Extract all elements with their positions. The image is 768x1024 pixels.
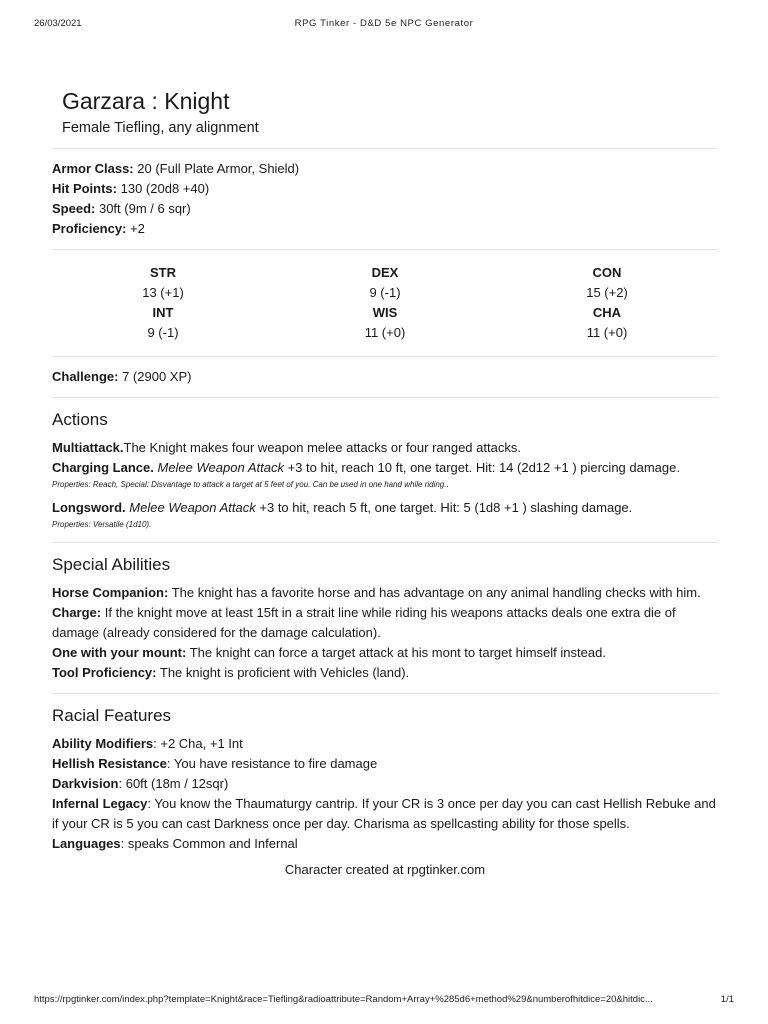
- feature-text: : +2 Cha, +1 Int: [153, 736, 243, 751]
- ability-dex: [274, 263, 496, 303]
- ability-abbr: WIS: [372, 305, 398, 320]
- racial-infernal-legacy: [52, 794, 718, 834]
- feature-text: : You have resistance to fire damage: [166, 756, 378, 771]
- proficiency-label: Proficiency:: [52, 221, 127, 236]
- speed-line: [52, 199, 718, 219]
- ability-value: 13 (+1): [142, 285, 184, 300]
- racial-hellish-resistance: [52, 754, 718, 774]
- armor-class-line: [52, 159, 718, 179]
- action-text: +3 to hit, reach 5 ft, one target. Hit: 5 (1d8 +1 ) slashing damage.: [259, 500, 633, 515]
- action-properties: Properties: Reach, Special: Disvantage to attack a target at 5 feet of you. Can be used in one hand while riding..: [52, 480, 449, 489]
- feature-text: : speaks Common and Infernal: [120, 836, 298, 851]
- special-abilities-heading: Special Abilities: [52, 555, 171, 574]
- action-text: The Knight makes four weapon melee attacks or four ranged attacks.: [123, 440, 521, 455]
- divider: [52, 249, 718, 250]
- ability-one-with-mount: [52, 643, 718, 663]
- action-longsword: [52, 498, 718, 518]
- action-text: +3 to hit, reach 10 ft, one target. Hit: 14 (2d12 +1 ) piercing damage.: [287, 460, 680, 475]
- feature-name: Tool Proficiency:: [52, 665, 157, 680]
- proficiency-line: [52, 219, 718, 239]
- core-stats: [52, 159, 718, 239]
- npc-stat-sheet: [52, 86, 718, 880]
- feature-text: The knight has a favorite horse and has advantage on any animal handling checks with him.: [171, 585, 701, 600]
- racial-ability-modifiers: [52, 734, 718, 754]
- divider: [52, 148, 718, 149]
- feature-name: Darkvision: [52, 776, 119, 791]
- hit-points-value: 130 (20d8 +40): [120, 181, 210, 196]
- divider: [52, 693, 718, 694]
- divider: [52, 542, 718, 543]
- ability-str: [52, 263, 274, 303]
- ability-scores-grid: [52, 260, 718, 346]
- ability-abbr: DEX: [371, 265, 399, 280]
- feature-name: Hellish Resistance: [52, 756, 167, 771]
- feature-text: The knight can force a target attack at his mont to target himself instead.: [189, 645, 606, 660]
- action-name: Longsword.: [52, 500, 126, 515]
- actions-heading: Actions: [52, 410, 108, 429]
- divider: [52, 397, 718, 398]
- action-charging-lance: [52, 458, 718, 478]
- divider: [52, 356, 718, 357]
- feature-name: Languages: [52, 836, 121, 851]
- racial-darkvision: [52, 774, 718, 794]
- ability-horse-companion: [52, 583, 718, 603]
- ability-abbr: STR: [150, 265, 176, 280]
- action-name: Charging Lance.: [52, 460, 154, 475]
- proficiency-value: +2: [130, 221, 145, 236]
- feature-name: Charge:: [52, 605, 102, 620]
- ability-value: 11 (+0): [586, 325, 628, 340]
- challenge-line: [52, 367, 718, 387]
- challenge-label: Challenge:: [52, 369, 119, 384]
- feature-name: Ability Modifiers: [52, 736, 154, 751]
- feature-text: : 60ft (18m / 12sqr): [118, 776, 229, 791]
- ability-tool-proficiency: [52, 663, 718, 683]
- ability-int: [52, 303, 274, 343]
- action-multiattack: [52, 438, 718, 458]
- speed-value: 30ft (9m / 6 sqr): [98, 201, 191, 216]
- feature-name: Infernal Legacy: [52, 796, 148, 811]
- action-name: Multiattack.: [52, 440, 124, 455]
- ability-cha: [496, 303, 718, 343]
- npc-subtitle: Female Tiefling, any alignment: [62, 120, 259, 136]
- armor-class-value: 20 (Full Plate Armor, Shield): [137, 161, 300, 176]
- attack-type: Melee Weapon Attack: [129, 500, 256, 515]
- ability-value: 11 (+0): [364, 325, 406, 340]
- ability-abbr: INT: [152, 305, 174, 320]
- ability-value: 9 (-1): [147, 325, 179, 340]
- speed-label: Speed:: [52, 201, 96, 216]
- armor-class-label: Armor Class:: [52, 161, 134, 176]
- feature-text: The knight is proficient with Vehicles (land).: [159, 665, 410, 680]
- racial-features-heading: Racial Features: [52, 706, 172, 725]
- ability-wis: [274, 303, 496, 343]
- ability-abbr: CON: [592, 265, 622, 280]
- ability-con: [496, 263, 718, 303]
- ability-charge: [52, 603, 718, 643]
- racial-languages: [52, 834, 718, 854]
- print-date: 26/03/2021: [34, 18, 82, 29]
- credit-line: Character created at rpgtinker.com: [284, 862, 486, 877]
- ability-value: 15 (+2): [586, 285, 628, 300]
- hit-points-label: Hit Points:: [52, 181, 117, 196]
- page-count: 1/1: [720, 994, 734, 1005]
- feature-text: If the knight move at least 15ft in a strait line while riding his weapons attacks deals one extra die of damage (already considered for the damage calculation).: [52, 605, 676, 640]
- ability-abbr: CHA: [592, 305, 622, 320]
- attack-type: Melee Weapon Attack: [157, 460, 284, 475]
- hit-points-line: [52, 179, 718, 199]
- feature-name: One with your mount:: [52, 645, 187, 660]
- action-properties: Properties: Versatile (1d10).: [52, 520, 152, 529]
- ability-value: 9 (-1): [369, 285, 401, 300]
- print-document-title: RPG Tinker - D&D 5e NPC Generator: [294, 18, 474, 29]
- challenge-value: 7 (2900 XP): [122, 369, 192, 384]
- npc-title: Garzara : Knight: [62, 88, 230, 114]
- print-url: https://rpgtinker.com/index.php?template=Knight&race=Tiefling&radioattribute=Random+Array+%285d6+method%29&numberofhitdice=20&hitdic...: [34, 994, 653, 1005]
- feature-text: : You know the Thaumaturgy cantrip. If your CR is 3 once per day you can cast Hellish Rebuke and if your CR is 5 you can cast Darkness once per day. Charisma as spellcasting ability for those spells.: [52, 796, 716, 831]
- feature-name: Horse Companion:: [52, 585, 169, 600]
